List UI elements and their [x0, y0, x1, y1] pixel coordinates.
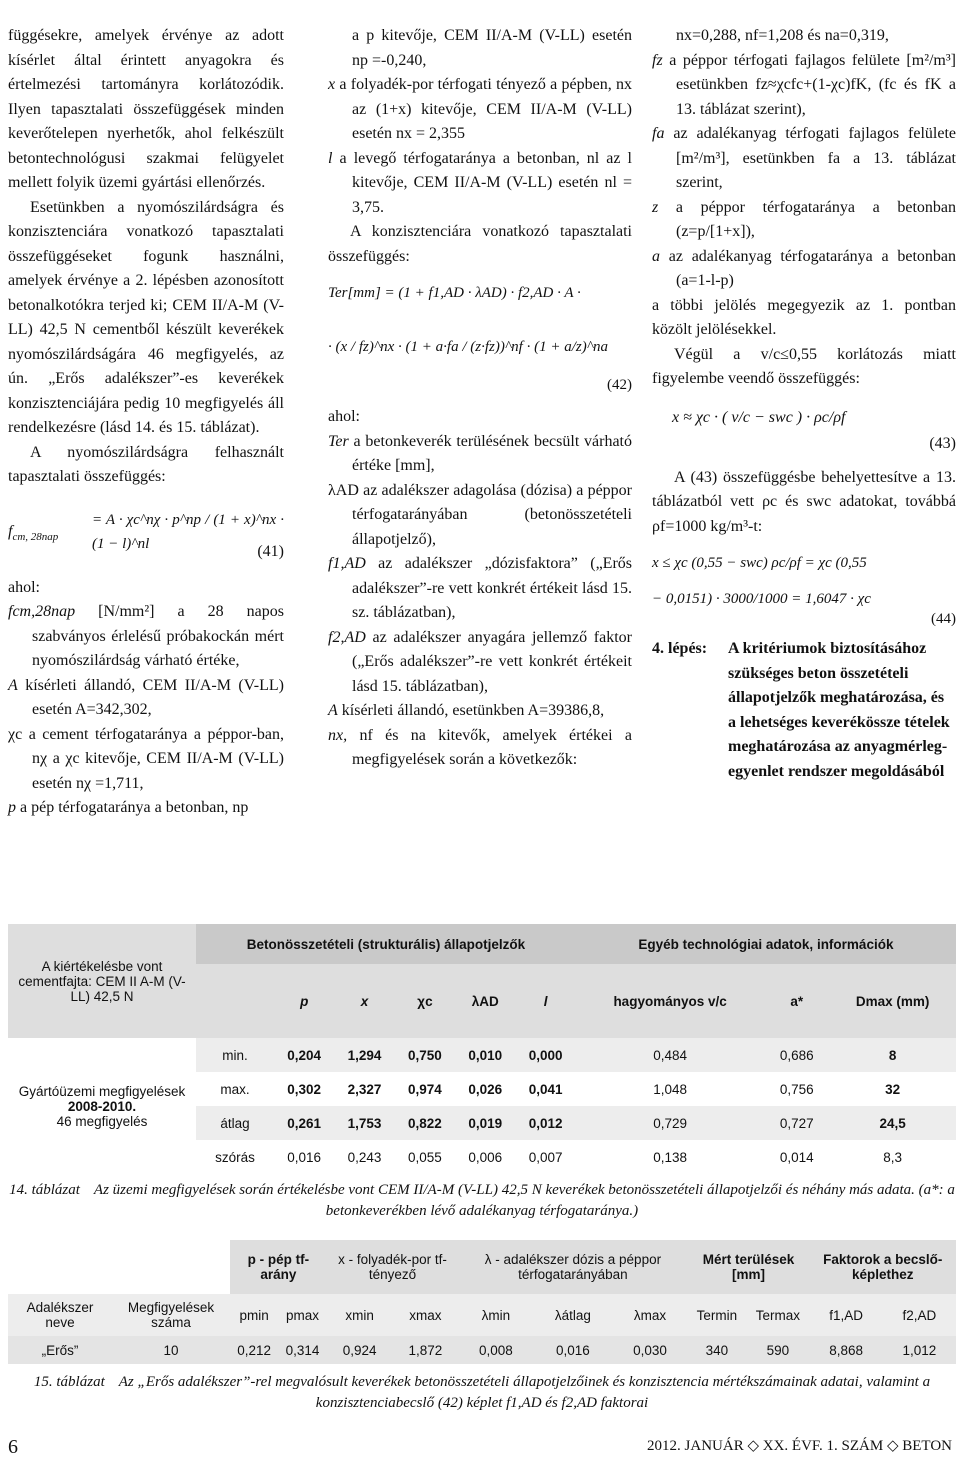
column-header: λmax	[633, 1307, 667, 1323]
definition	[652, 245, 956, 294]
definition	[652, 49, 956, 123]
definition	[652, 122, 956, 196]
table-cell: 0,000	[528, 1047, 563, 1063]
symbol: Ter	[328, 432, 349, 450]
table-cell: 0,314	[285, 1342, 320, 1358]
definition	[328, 430, 632, 479]
table-cell: 0,686	[779, 1047, 814, 1063]
group-header: x - folyadék-por tf-tényező	[327, 1240, 459, 1294]
definition-text: az adalékszer „dózisfaktora” („Erős adalékszer”-re vett konkrét értékeit lásd 15. sz. táblázatban),	[352, 555, 633, 621]
eq-sub: cm, 28nap	[12, 530, 59, 543]
definition-text: a péppor térfogati fajlagos felülete [m²/m³] esetünkben fz≈χcfc+(1-χc)fK, (fc és fK a 13. táblázat szerint),	[669, 51, 957, 118]
caption-text: Az üzemi megfigyelések során értékelésbe vont CEM II/A-M (V-LL) 42,5 N keverékek betonösszetételi állapotjelzői és néhány más adata. (a*: a betonkeverékben lévő adalékanyag térfogataránya.)	[93, 1182, 955, 1219]
table-cell: 0,019	[468, 1115, 503, 1131]
column-2	[328, 24, 632, 773]
column-header: f1,AD	[829, 1307, 863, 1323]
issue-line: 2012. JANUÁR ◇ XX. ÉVF. 1. SZÁM ◇ BETON	[647, 1438, 952, 1454]
column-3	[652, 24, 956, 784]
table-cell: „Erős”	[41, 1342, 79, 1358]
definition	[328, 147, 632, 221]
symbol: A	[328, 702, 338, 719]
table-cell: 0,302	[287, 1081, 322, 1097]
table-cell: 0,924	[342, 1342, 377, 1358]
symbol: l	[328, 149, 333, 167]
table-cell: 0,055	[408, 1149, 442, 1165]
table-spacer	[196, 964, 274, 1038]
paragraph: A (43) összefüggésbe behelyettesítve a 13. táblázatból vett ρc és swc adatokat, továbbá ρf=1000 kg/m³-t:	[652, 468, 956, 535]
column-header: a*	[764, 964, 829, 1038]
equation-number: (42)	[607, 377, 632, 393]
table-cell: 0,974	[408, 1081, 442, 1097]
step-heading	[652, 637, 956, 784]
definition	[328, 552, 632, 626]
column-header: p	[274, 964, 334, 1038]
eq-line-1: Ter[mm] = (1 + f1,AD · λAD) · f2,AD · A ·	[328, 285, 581, 301]
column-header: χc	[395, 964, 455, 1038]
table-cell: 32	[885, 1081, 901, 1097]
definition-text: az adalékszer anyagára jellemző faktor („Erős adalékszer”-re vett konkrét értékeit lásd 15. táblázatban),	[352, 628, 633, 695]
column-header: pmax	[285, 1307, 319, 1323]
symbol: z	[652, 198, 659, 216]
step-label: 4. lépés:	[652, 640, 708, 657]
definition	[328, 699, 632, 724]
eq-line-1: x ≤ χc (0,55 − swc) ρc/ρf = χc (0,55	[652, 555, 867, 571]
step-text: A kritériumok biztosításához szükséges beton összetételi állapotjelzők meghatározása, és a lehetséges keverékössze tételek meghatározása az anyagmérleg-egyenlet rendszer megoldásából	[728, 640, 950, 780]
equation-42	[328, 277, 632, 397]
table-cell: 0,010	[468, 1047, 503, 1063]
definition	[8, 796, 284, 821]
paragraph: a többi jelölés megegyezik az 1. pontban közölt jelölésekkel.	[652, 296, 956, 338]
table-cell: 2,327	[347, 1081, 382, 1097]
table-cell: 8	[888, 1047, 897, 1063]
row-group-label: 2008-2010.	[67, 1098, 137, 1114]
table-cell: 590	[766, 1342, 790, 1358]
column-header: f2,AD	[902, 1307, 937, 1323]
table-cell: 0,026	[468, 1081, 503, 1097]
column-header: Megfigyelések száma	[127, 1300, 215, 1330]
group-header: Egyéb technológiai adatok, információk	[576, 924, 956, 964]
column-header: pmin	[239, 1307, 269, 1323]
symbol: fz	[652, 51, 663, 69]
table-14	[8, 924, 956, 1174]
symbol: nx,	[328, 726, 348, 744]
symbol: p	[8, 799, 16, 816]
definition-text: a levegő térfogataránya a betonban, nl az l kitevője, CEM II/A-M (V-LL) esetén nl = 3,75.	[339, 149, 632, 216]
definition-text: a folyadék-por térfogati tényező a pépben, nx az (1+x) kitevője, CEM II/A-M (V-LL) esetén nx = 2,355	[339, 76, 633, 142]
table-cell: 1,753	[347, 1115, 382, 1131]
column-header: λátlag	[554, 1307, 591, 1323]
paragraph: Végül a v/c≤0,55 korlátozás miatt figyelembe veendő összefüggés:	[652, 345, 956, 387]
caption-number: 14. táblázat	[9, 1182, 80, 1198]
column-header: xmax	[409, 1307, 442, 1323]
table-cell: 0,012	[528, 1115, 563, 1131]
column-header: x	[334, 964, 394, 1038]
eq-lhs: f	[8, 522, 13, 540]
table-cell: 0,008	[478, 1342, 513, 1358]
table-cell: 10	[163, 1342, 179, 1358]
row-label: max.	[220, 1081, 250, 1097]
table-cell: 0,750	[408, 1047, 442, 1063]
definition	[328, 724, 632, 773]
definition	[328, 479, 632, 553]
group-header: Betonösszetételi (strukturális) állapotjelzők	[196, 924, 576, 964]
column-1	[8, 24, 284, 821]
column-header: hagyományos v/c	[576, 964, 764, 1038]
table-cell: 8,3	[883, 1149, 902, 1165]
definition-text: nf és na kitevők, amelyek értékei a megfigyelések során a következők:	[352, 726, 633, 768]
eq-body: x ≈ χc · ( v/c − swc ) · ρc/ρf	[672, 408, 846, 426]
row-group-label: Gyártóüzemi megfigyelések	[18, 1083, 186, 1099]
page-footer	[8, 1436, 952, 1458]
definition-text: az adalékanyag térfogataránya a betonban (a=1-l-p)	[668, 247, 957, 289]
caption-text: Az „Erős adalékszer”-rel megvalósult keverékek betonösszetételi állapotjelzőinek és konzisztencia mértékszámainak adatai, valamint a konzisztenciabecslő (42) képlet f1,AD és f2,AD faktorai	[118, 1374, 931, 1411]
symbol: λAD	[328, 481, 359, 499]
table-cell: 0,138	[653, 1149, 687, 1165]
paragraph: A nyomószilárdságra felhasznált tapasztalati összefüggés:	[8, 443, 284, 485]
column-header: xmin	[345, 1307, 374, 1323]
group-header: λ - adalékszer dózis a péppor térfogatarányában	[458, 1240, 687, 1294]
table-cell: 0,014	[779, 1149, 814, 1165]
definition	[8, 723, 284, 797]
table-cell: 8,868	[829, 1342, 863, 1358]
definition-text: kísérleti állandó, CEM II/A-M (V-LL) esetén A=342,302,	[25, 676, 284, 718]
caption-number: 15. táblázat	[33, 1374, 105, 1390]
symbol: f1,AD	[328, 555, 366, 572]
table-cell: 0,822	[408, 1115, 442, 1131]
column-header: Termax	[755, 1307, 800, 1323]
group-header: p - pép tf-arány	[230, 1240, 327, 1294]
definition	[652, 196, 956, 245]
definition-text: kísérleti állandó, esetünkben A=39386,8,	[341, 702, 605, 719]
definition-text: [N/mm²] a 28 napos szabványos érlelésű próbakockán mért nyomószilárdság várható értéke,	[32, 603, 284, 669]
equation-number: (44)	[931, 611, 956, 627]
table-cell: 0,204	[287, 1047, 322, 1063]
ahol-label: ahol:	[8, 578, 40, 596]
row-group-header	[8, 1038, 196, 1174]
table-cell: 0,756	[779, 1081, 814, 1097]
column-header: λmin	[481, 1307, 511, 1323]
table-cell: 1,012	[902, 1342, 937, 1358]
table-cell: 0,007	[528, 1149, 563, 1165]
symbol: fa	[652, 125, 665, 142]
row-label: min.	[222, 1047, 248, 1063]
table-cell: 0,006	[468, 1149, 503, 1165]
table-15-caption	[8, 1372, 956, 1414]
eq-rhs: = A · χc^nχ · p^np / (1 + x)^nx · (1 − l)^nl	[92, 511, 284, 552]
eq-line-2: · (x / fz)^nx · (1 + a·fa / (z·fz))^nf · (1 + a/z)^na	[328, 339, 609, 355]
table-cell: 0,243	[347, 1149, 382, 1165]
table-cell: 0,729	[653, 1115, 687, 1131]
row-group-label: 46 megfigyelés	[56, 1113, 148, 1129]
row-label: szórás	[215, 1149, 255, 1165]
table-cell: 0,727	[779, 1115, 814, 1131]
paragraph: nx=0,288, nf=1,208 és na=0,319,	[676, 27, 889, 44]
paragraph: A konzisztenciára vonatkozó tapasztalati összefüggés:	[328, 223, 632, 265]
eq-line-2: − 0,0151) · 3000/1000 = 1,6047 · χc	[652, 591, 871, 607]
definition	[8, 674, 284, 723]
definition-text: az adalékszer adagolása (dózisa) a péppor térfogatarányában (betonösszetételi állapotjelző),	[352, 481, 632, 548]
definition-text: a cement térfogataránya a péppor-ban, nχ a χc kitevője, CEM II/A-M (V-LL) esetén nχ =1,711,	[28, 725, 284, 792]
table-cell: 1,872	[408, 1342, 443, 1358]
table-cell: 0,016	[556, 1342, 590, 1358]
symbol: x	[328, 76, 336, 93]
column-header: Dmax (mm)	[829, 964, 956, 1038]
table-cell: 1,294	[347, 1047, 382, 1063]
paragraph: a p kitevője, CEM II/A-M (V-LL) esetén np =-0,240,	[352, 27, 632, 69]
symbol: fcm,28nap	[8, 603, 76, 620]
table-cell: 340	[705, 1342, 729, 1358]
table-cell: 1,048	[653, 1081, 687, 1097]
definition	[328, 626, 632, 700]
table-cell: 0,016	[287, 1149, 322, 1165]
table-cell: 0,041	[528, 1081, 563, 1097]
table-14-caption	[8, 1180, 956, 1222]
group-header: Mért terülések [mm]	[688, 1240, 810, 1294]
column-header: Adalékszer neve	[26, 1300, 94, 1330]
table-row	[8, 1038, 956, 1072]
column-header: l	[516, 964, 576, 1038]
ahol-label: ahol:	[328, 408, 360, 425]
definition-text: a betonkeverék terülésének becsült várható értéke [mm],	[352, 432, 632, 474]
definition	[328, 73, 632, 147]
group-header: Faktorok a becslő-képlethez	[809, 1240, 956, 1294]
table-cell: 0,261	[287, 1115, 322, 1131]
symbol: χc	[8, 725, 23, 743]
equation-number: (43)	[929, 434, 956, 452]
table-cell: 0,030	[633, 1342, 667, 1358]
paragraph: Esetünkben a nyomószilárdságra és konzisztenciára vonatkozó tapasztalati összefüggéseket fogunk használni, amelyek érvénye a 2. lépésben azonosított betonalkotókra terjed ki; CEM II/A-M (V-LL) 42,5 N cementből készült keverékek nyomószilárdságára 46 megfigyelés, az ún. „Erős adalékszer”-es keverékek konzisztenciájára pedig 10 megfigyelés áll rendelkezésre (lásd 14. és 15. táblázat).	[8, 198, 284, 436]
equation-44	[652, 547, 956, 629]
equation-41	[8, 498, 284, 568]
column-header: λAD	[455, 964, 515, 1038]
definition-text: az adalékanyag térfogati fajlagos felülete [m²/m³], esetünkben fa a 13. táblázat szerint,	[673, 125, 957, 191]
table-cell: 0,484	[653, 1047, 687, 1063]
table-cell: 24,5	[879, 1115, 906, 1131]
paragraph: függésekre, amelyek érvénye az adott kísérlet által érintett anyagokra és értelmezési tartományra korlátozódik. Ilyen tapasztalati összefüggések minden keverőtelepen nyerhetők, ahol felkészült betontechnológusi szakmai felügyelet mellett folyik üzemi gyártási ellenőrzés.	[8, 27, 284, 191]
definition-text: a pép térfogataránya a betonban, np	[20, 799, 249, 816]
table-row	[8, 1336, 956, 1364]
symbol: A	[8, 676, 18, 694]
definition-text: a péppor térfogataránya a betonban (z=p/[1+x]),	[675, 198, 956, 240]
symbol: f2,AD	[328, 628, 366, 646]
definition	[8, 600, 284, 674]
symbol: a	[652, 247, 660, 265]
row-label: átlag	[220, 1115, 250, 1131]
equation-number: (41)	[257, 542, 284, 560]
page-number: 6	[8, 1436, 18, 1458]
table-corner: A kiértékelésbe vont cementfajta: CEM II A-M (V-LL) 42,5 N	[8, 924, 196, 1038]
equation-43	[652, 400, 956, 458]
table-cell: 0,212	[237, 1342, 272, 1358]
column-header: Termin	[696, 1307, 738, 1323]
table-15	[8, 1240, 956, 1364]
table-spacer	[8, 1240, 230, 1294]
